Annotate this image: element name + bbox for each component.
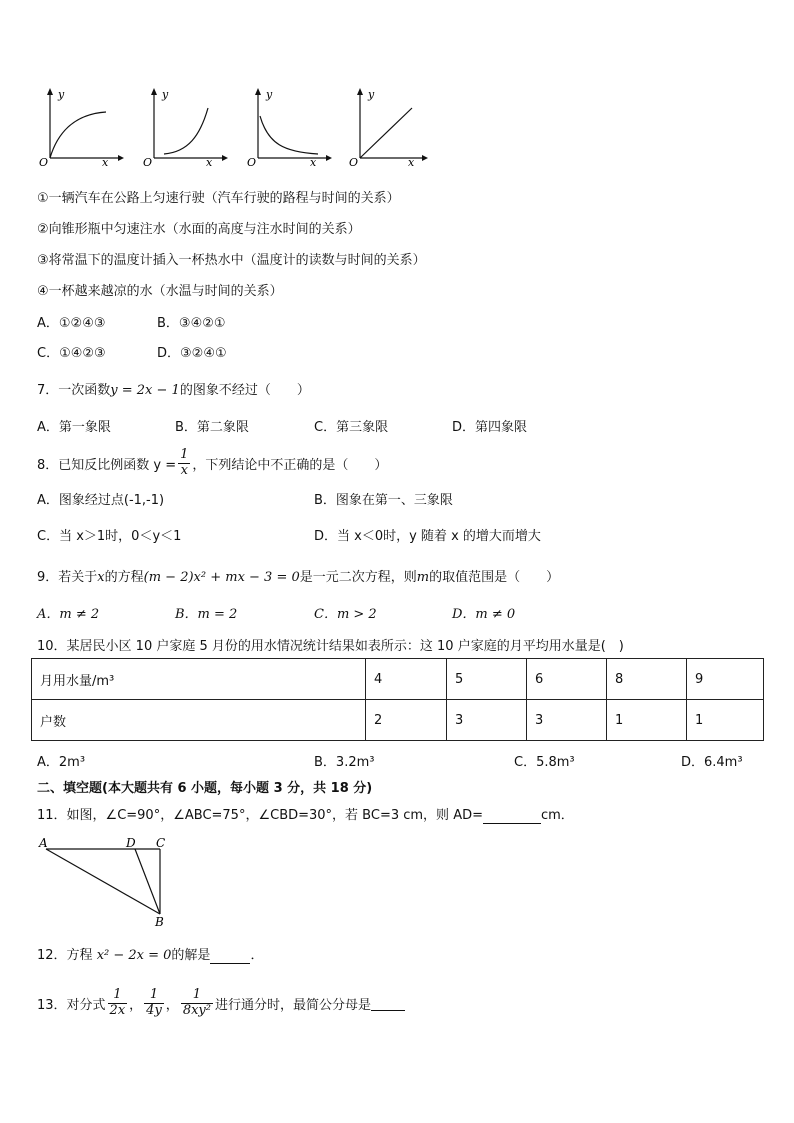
graph-3-y-label: y [266,88,273,101]
q12-answer-blank[interactable] [210,948,250,964]
table-row-label: 户数 [32,700,366,741]
table-cell: 3 [527,700,607,741]
q7-option-b[interactable]: B．第二象限 [175,420,249,435]
q7-stem [37,379,310,398]
table-cell: 9 [687,659,764,700]
table-cell: 3 [447,700,527,741]
q9-option-b[interactable]: B．m = 2 [175,607,238,622]
q7-suffix: 的图象不经过（ ） [179,383,310,398]
q9-var-x: x [97,570,105,585]
q10-stem: 10．某居民小区 10 户家庭 5 月份的用水情况统计结果如表所示：这 10 户家庭的月平均用水量是( ) [37,639,624,654]
q12-equation: x² − 2x = 0 [96,948,172,963]
q11-triangle-diagram [36,834,176,928]
q11-label-b: B [155,915,164,928]
q7-prefix: 7．一次函数 [37,383,111,398]
q6-item-3: ③将常温下的温度计插入一杯热水中（温度计的读数与时间的关系） [37,253,426,268]
q10-option-a[interactable]: A．2m³ [37,755,86,770]
graph-4-y-label: y [368,88,375,101]
q8-option-b[interactable]: B．图象在第一、三象限 [314,493,453,508]
q6-option-c[interactable]: C．①④②③ [37,346,106,361]
q13-frac3-den: 8xy² [182,1002,211,1018]
graph-2 [140,86,230,168]
graph-3-x-label: x [310,156,317,168]
q13-frac2-den: 4y [146,1002,162,1018]
q11-label-a: A [39,836,48,850]
q9-var-m: m [416,570,430,585]
graph-2-origin: O [143,156,153,168]
q7-formula: y = 2x − 1 [110,383,180,398]
q10-option-c[interactable]: C．5.8m³ [514,755,575,770]
table-cell: 5 [447,659,527,700]
q11-label-c: C [156,836,166,850]
q9-option-d[interactable]: D．m ≠ 0 [452,607,516,622]
q8-prefix: 8．已知反比例函数 y = [37,457,177,473]
q8-frac-den: x [180,462,188,478]
graph-1 [36,86,126,168]
q9-option-c[interactable]: C．m > 2 [314,607,377,622]
graph-4 [346,86,430,168]
graph-1-y-label: y [58,88,65,101]
table-cell: 1 [607,700,687,741]
graph-3-origin: O [247,156,257,168]
q13-fraction-1 [108,988,128,1018]
q6-option-d[interactable]: D．③②④① [157,346,227,361]
q12-end: ． [250,948,264,963]
q9-prefix: 9．若关于 [37,570,98,585]
q12-suffix: 的解是 [171,948,211,963]
q13-frac3-num: 1 [181,988,213,1003]
graph-2-x-label: x [206,156,213,168]
q13-frac1-den: 2x [109,1002,126,1018]
graph-1-origin: O [39,156,49,168]
q11-label-d: D [126,836,136,850]
q13-stem [37,982,405,1024]
q10-option-d[interactable]: D．6.4m³ [681,755,743,770]
q8-option-a[interactable]: A．图象经过点(-1,-1) [37,493,165,508]
table-cell: 6 [527,659,607,700]
table-cell: 2 [366,700,447,741]
q6-item-1: ①一辆汽车在公路上匀速行驶（汽车行驶的路程与时间的关系） [37,191,400,206]
q6-item-2: ②向锥形瓶中匀速注水（水面的高度与注水时间的关系） [37,222,361,237]
table-cell: 8 [607,659,687,700]
q9-mid2: 是一元二次方程，则 [299,570,417,585]
q13-frac1-num: 1 [108,988,128,1003]
q8-frac-num: 1 [180,447,189,463]
graph-4-x-label: x [408,156,415,168]
q8-stem [37,444,387,482]
graph-4-origin: O [349,156,359,168]
table-row [32,659,764,700]
q9-suffix: 的取值范围是（ ） [429,570,560,585]
q13-sep-1: ， [129,997,143,1013]
table-row [32,700,764,741]
q9-equation: (m − 2)x² + mx − 3 = 0 [143,570,300,585]
q13-sep-2: ， [165,997,179,1013]
q8-option-c[interactable]: C．当 x＞1时，0＜y＜1 [37,529,182,544]
q7-option-d[interactable]: D．第四象限 [452,420,528,435]
q9-option-a[interactable]: A．m ≠ 2 [37,607,100,622]
q12-prefix: 12．方程 [37,948,93,963]
table-cell: 4 [366,659,447,700]
q10-table [31,658,764,741]
table-cell: 1 [687,700,764,741]
q6-item-4: ④一杯越来越凉的水（水温与时间的关系） [37,284,283,299]
q6-option-a[interactable]: A．①②④③ [37,316,106,331]
q13-fraction-2 [144,988,164,1018]
q13-prefix: 13．对分式 [37,997,106,1013]
q11-text: 11．如图，∠C=90°，∠ABC=75°，∠CBD=30°，若 BC=3 cm，则 AD= [37,808,483,823]
q7-option-a[interactable]: A．第一象限 [37,420,111,435]
q9-mid: 的方程 [104,570,144,585]
q7-option-c[interactable]: C．第三象限 [314,420,389,435]
graph-1-x-label: x [102,156,109,168]
q8-option-d[interactable]: D．当 x＜0时，y 随着 x 的增大而增大 [314,529,541,544]
q13-answer-blank[interactable] [371,995,405,1011]
q12-stem [37,944,263,964]
graph-3 [244,86,334,168]
graph-2-y-label: y [162,88,169,101]
q9-stem [37,566,559,585]
q11-suffix: cm． [541,808,574,823]
q13-frac2-num: 1 [144,988,164,1003]
q13-fraction-3 [181,988,213,1018]
table-row-label: 月用水量/m³ [32,659,366,700]
section-heading: 二、填空题(本大题共有 6 小题，每小题 3 分，共 18 分) [37,781,373,796]
q11-answer-blank[interactable] [483,808,541,824]
q11-stem [37,804,574,824]
q8-fraction [178,448,190,478]
q10-option-b[interactable]: B．3.2m³ [314,755,375,770]
q8-suffix: ，下列结论中不正确的是（ ） [192,457,388,473]
q13-suffix: 进行通分时，最简公分母是 [214,997,371,1013]
q6-option-b[interactable]: B．③④②① [157,316,226,331]
